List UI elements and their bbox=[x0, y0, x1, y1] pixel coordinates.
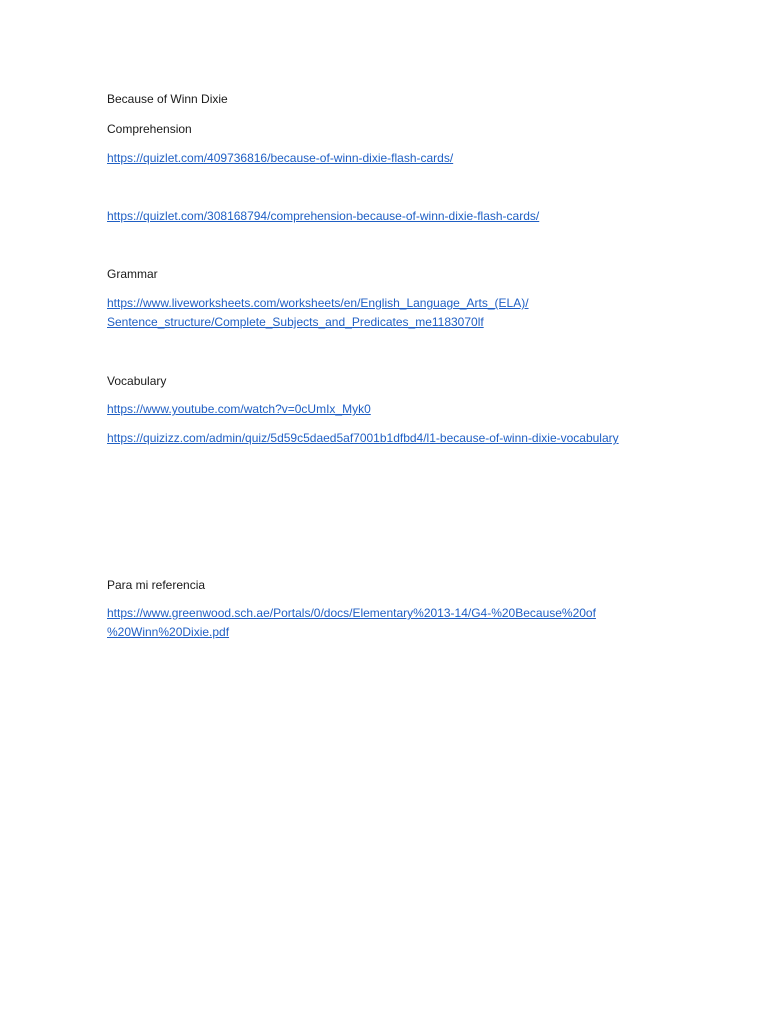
reference-link[interactable] bbox=[107, 604, 596, 642]
reference-link-line-2: %20Winn%20Dixie.pdf bbox=[107, 625, 230, 639]
reference-link-line-1: https://www.greenwood.sch.ae/Portals/0/docs/Elementary%2013-14/G4-%20Because%20of bbox=[107, 606, 596, 620]
grammar-link-line-1: https://www.liveworksheets.com/worksheets/en/English_Language_Arts_(ELA)/ bbox=[107, 296, 529, 310]
grammar-link-line-2: Sentence_structure/Complete_Subjects_and_Predicates_me1183070lf bbox=[107, 315, 484, 329]
comprehension-link-1[interactable]: https://quizlet.com/409736816/because-of-winn-dixie-flash-cards/ bbox=[107, 151, 454, 165]
comprehension-link-2[interactable]: https://quizlet.com/308168794/comprehension-because-of-winn-dixie-flash-cards/ bbox=[107, 209, 540, 223]
document-title: Because of Winn Dixie bbox=[107, 92, 228, 106]
vocabulary-link-2[interactable]: https://quizizz.com/admin/quiz/5d59c5daed5af7001b1dfbd4/l1-because-of-winn-dixie-vocabulary bbox=[107, 431, 619, 445]
vocabulary-heading: Vocabulary bbox=[107, 374, 167, 388]
comprehension-heading: Comprehension bbox=[107, 122, 192, 136]
vocabulary-link-1[interactable]: https://www.youtube.com/watch?v=0cUmIx_Myk0 bbox=[107, 402, 371, 416]
grammar-link[interactable] bbox=[107, 294, 529, 332]
reference-heading: Para mi referencia bbox=[107, 578, 206, 592]
grammar-heading: Grammar bbox=[107, 267, 158, 281]
